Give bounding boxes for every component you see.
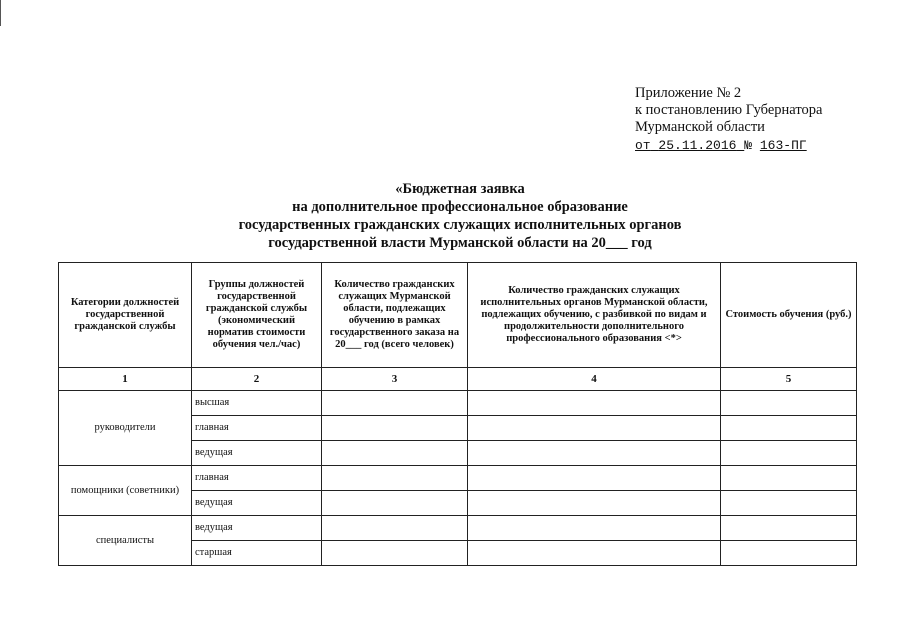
count-breakdown-cell[interactable] xyxy=(468,391,721,416)
budget-table xyxy=(58,262,857,566)
decree-number: 163-ПГ xyxy=(759,138,807,153)
date-prefix: от xyxy=(635,138,651,153)
count-breakdown-cell[interactable] xyxy=(468,441,721,466)
decree-date-number xyxy=(635,137,822,154)
header-count-total: Количество гражданских служащих Мурманской области, подлежащих обучению в рамках государственного заказа на 20___ год (всего человек) xyxy=(322,263,468,368)
category-cell: помощники (советники) xyxy=(59,466,192,516)
title-line-1: «Бюджетная заявка xyxy=(395,181,525,197)
column-number: 2 xyxy=(192,368,322,391)
cost-cell[interactable] xyxy=(721,441,857,466)
column-number: 5 xyxy=(721,368,857,391)
header-count-breakdown: Количество гражданских служащих исполнительных органов Мурманской области, подлежащих обучению, с разбивкой по видам и продолжительности дополнительного профессионального образования <*> xyxy=(468,263,721,368)
group-cell: главная xyxy=(192,466,322,491)
cost-cell[interactable] xyxy=(721,466,857,491)
count-breakdown-cell[interactable] xyxy=(468,516,721,541)
header-groups: Группы должностей государственной гражданской службы (экономический норматив стоимости обучения чел./час) xyxy=(192,263,322,368)
title-line-3: государственных гражданских служащих исполнительных органов xyxy=(238,217,682,233)
title-line-4: государственной власти Мурманской области на 20___ год xyxy=(268,235,652,251)
count-total-cell[interactable] xyxy=(322,416,468,441)
cost-cell[interactable] xyxy=(721,516,857,541)
table-header-row xyxy=(59,263,857,368)
count-total-cell[interactable] xyxy=(322,466,468,491)
cost-cell[interactable] xyxy=(721,391,857,416)
count-total-cell[interactable] xyxy=(322,391,468,416)
column-number-row xyxy=(59,368,857,391)
column-number: 4 xyxy=(468,368,721,391)
table-row xyxy=(59,391,857,416)
appendix-number: Приложение № 2 xyxy=(635,85,742,101)
count-breakdown-cell[interactable] xyxy=(468,416,721,441)
column-number: 3 xyxy=(322,368,468,391)
table-row xyxy=(59,516,857,541)
header-cost: Стоимость обучения (руб.) xyxy=(721,263,857,368)
group-cell: главная xyxy=(192,416,322,441)
count-breakdown-cell[interactable] xyxy=(468,541,721,566)
group-cell: ведущая xyxy=(192,516,322,541)
count-breakdown-cell[interactable] xyxy=(468,491,721,516)
count-total-cell[interactable] xyxy=(322,441,468,466)
count-total-cell[interactable] xyxy=(322,491,468,516)
group-cell: ведущая xyxy=(192,491,322,516)
cost-cell[interactable] xyxy=(721,416,857,441)
column-number: 1 xyxy=(59,368,192,391)
category-cell: специалисты xyxy=(59,516,192,566)
category-cell: руководители xyxy=(59,391,192,466)
cost-cell[interactable] xyxy=(721,491,857,516)
number-prefix: № xyxy=(744,138,753,153)
appendix-region: Мурманской области xyxy=(635,119,765,135)
group-cell: старшая xyxy=(192,541,322,566)
document-title xyxy=(130,180,790,252)
decree-date: 25.11.2016 xyxy=(658,138,737,153)
count-breakdown-cell[interactable] xyxy=(468,466,721,491)
group-cell: ведущая xyxy=(192,441,322,466)
page-corner-mark xyxy=(0,0,1,26)
cost-cell[interactable] xyxy=(721,541,857,566)
appendix-decree-ref: к постановлению Губернатора xyxy=(635,102,823,118)
header-categories: Категории должностей государственной гражданской службы xyxy=(59,263,192,368)
count-total-cell[interactable] xyxy=(322,516,468,541)
appendix-block xyxy=(635,85,822,154)
table-row xyxy=(59,466,857,491)
count-total-cell[interactable] xyxy=(322,541,468,566)
title-line-2: на дополнительное профессиональное образование xyxy=(292,199,628,215)
group-cell: высшая xyxy=(192,391,322,416)
